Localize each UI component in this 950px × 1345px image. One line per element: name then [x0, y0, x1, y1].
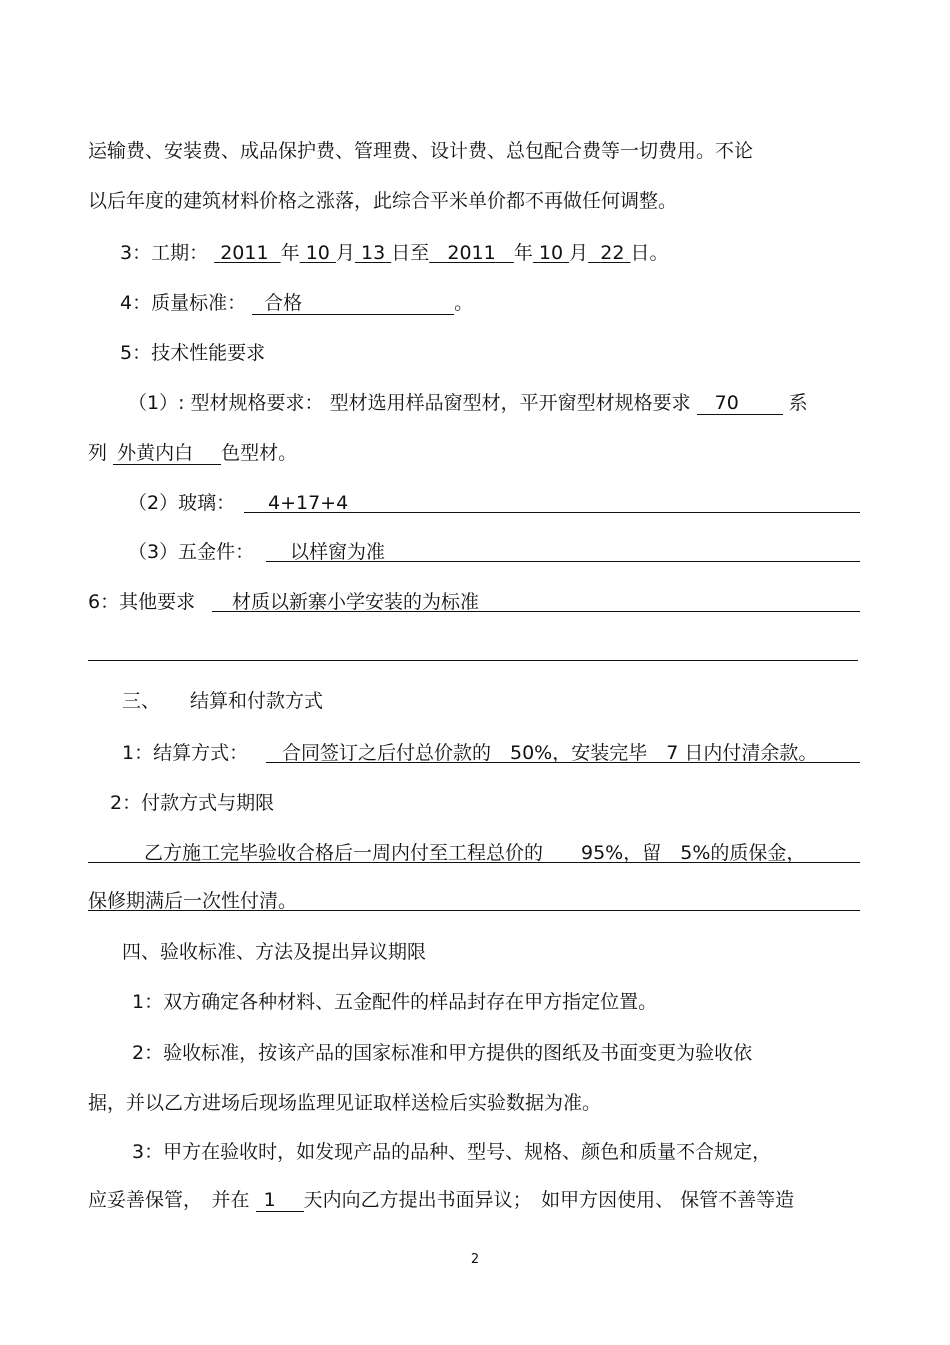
start-year: 2011	[220, 242, 269, 264]
text: 。	[454, 292, 474, 314]
glass-spec	[128, 490, 235, 516]
blank-line	[88, 660, 858, 661]
hardware-spec	[128, 539, 254, 565]
profile-label: （1）: 型材规格要求：	[128, 392, 324, 414]
settlement-label: 1：结算方式：	[122, 742, 249, 764]
paragraph-line: 运输费、安装费、成品保护费、管理费、设计费、总包配合费等一切费用。不论	[88, 140, 754, 162]
text: 天内向乙方提出书面异议； 如甲方因使用、 保管不善等造	[303, 1189, 795, 1211]
quality-label: 4：质量标准：	[120, 292, 247, 314]
payment-title: 2：付款方式与期限	[110, 792, 275, 814]
end-month: 10	[538, 242, 564, 264]
settlement-value: 合同签订之后付总价款的 50%，安装完毕 7 日内付清余款。	[282, 742, 818, 764]
start-month: 10	[305, 242, 330, 264]
acceptance-2b: 据，并以乙方进场后现场监理见证取样送检后实验数据为准。	[88, 1092, 602, 1114]
text: 应妥善保管， 并在	[88, 1189, 250, 1211]
end-year: 2011	[447, 242, 496, 264]
start-day: 13	[361, 242, 386, 264]
glass-label: （2）玻璃：	[128, 492, 236, 514]
profile-spec	[128, 390, 808, 416]
section-title: 结算和付款方式	[190, 690, 324, 712]
payment-line-1: 乙方施工完毕验收合格后一周内付至工程总价的 95%，留 5%的质保金，	[144, 842, 806, 864]
text: 年	[280, 242, 300, 264]
glass-value: 4+17+4	[268, 492, 349, 514]
profile-text: 型材选用样品窗型材，平开窗型材规格要求	[329, 392, 691, 414]
other-value: 材质以新寨小学安装的为标准	[232, 591, 480, 613]
payment-line-2: 保修期满后一次性付清。	[88, 890, 298, 912]
text: 月	[335, 242, 355, 264]
quality-value: 合格	[252, 292, 454, 315]
text: 日至	[391, 242, 430, 264]
end-day: 22	[600, 242, 625, 264]
text: 系	[788, 392, 808, 414]
profile-spec-cont	[88, 440, 297, 466]
series-value: 70	[697, 392, 783, 415]
acceptance-2a: 2：验收标准，按该产品的国家标准和甲方提供的图纸及书面变更为验收依	[132, 1042, 753, 1064]
hardware-value: 以样窗为准	[290, 541, 386, 563]
text: 列	[88, 442, 108, 464]
other-requirements	[88, 589, 195, 615]
section-4-heading: 四、验收标准、方法及提出异议期限	[122, 941, 427, 963]
acceptance-3b	[88, 1187, 794, 1213]
color-value: 外黄内白	[113, 442, 221, 465]
construction-period	[120, 240, 669, 266]
acceptance-3a: 3：甲方在验收时，如发现产品的品种、型号、规格、颜色和质量不合规定，	[132, 1141, 772, 1163]
section-3-heading	[122, 688, 323, 714]
tech-requirements: 5：技术性能要求	[120, 342, 266, 364]
text: 月	[569, 242, 589, 264]
hardware-label: （3）五金件：	[128, 541, 255, 563]
acceptance-1: 1：双方确定各种材料、五金配件的样品封存在甲方指定位置。	[132, 991, 658, 1013]
days-value: 1	[256, 1189, 304, 1212]
other-label: 6：其他要求	[88, 591, 196, 613]
paragraph-line: 以后年度的建筑材料价格之涨落，此综合平米单价都不再做任何调整。	[88, 190, 678, 212]
text: 色型材。	[221, 442, 298, 464]
period-label: 3：工期：	[120, 242, 209, 264]
settlement-method	[122, 740, 248, 766]
section-number: 三、	[122, 690, 161, 712]
quality-standard	[120, 290, 473, 316]
text: 日。	[630, 242, 669, 264]
page-number: 2	[470, 1252, 480, 1267]
text: 年	[513, 242, 533, 264]
